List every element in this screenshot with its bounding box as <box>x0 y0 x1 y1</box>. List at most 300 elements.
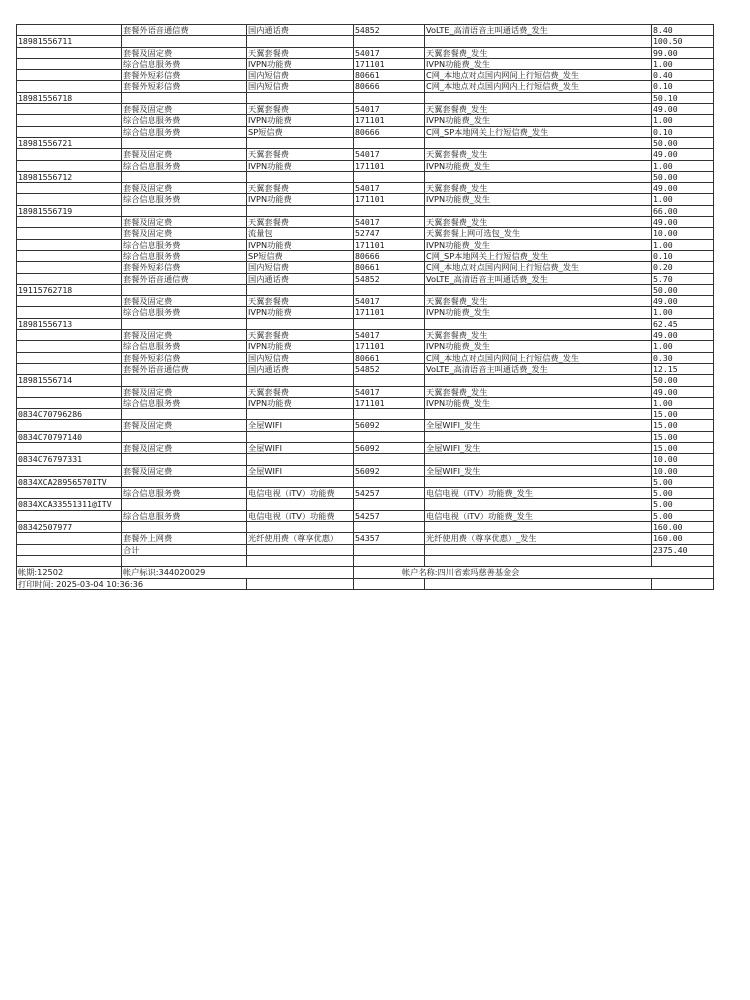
code-cell: 54852 <box>354 273 425 284</box>
code-cell <box>354 431 425 442</box>
amount-cell: 1.00 <box>652 239 714 250</box>
account-cell <box>17 488 122 499</box>
account-header-row <box>17 36 714 47</box>
item-cell: 综合信息服务费 <box>122 160 247 171</box>
subitem-cell: 天翼套餐费 <box>247 330 354 341</box>
code-cell: 80666 <box>354 250 425 261</box>
amount-cell: 50.00 <box>652 375 714 386</box>
account-header-row <box>17 318 714 329</box>
amount-cell: 1.00 <box>652 115 714 126</box>
account-cell <box>17 330 122 341</box>
code-cell: 54852 <box>354 363 425 374</box>
code-cell: 80661 <box>354 352 425 363</box>
item-cell: 综合信息服务费 <box>122 341 247 352</box>
account-header-row <box>17 499 714 510</box>
footer-empty-cell <box>247 578 354 589</box>
item-cell: 套餐及固定费 <box>122 442 247 453</box>
subitem-cell <box>247 171 354 182</box>
account-cell <box>17 217 122 228</box>
amount-cell: 50.00 <box>652 137 714 148</box>
amount-cell: 49.00 <box>652 386 714 397</box>
amount-cell: 100.50 <box>652 36 714 47</box>
item-cell: 套餐外语音通信费 <box>122 273 247 284</box>
subitem-cell: 国内短信费 <box>247 81 354 92</box>
description-cell: C网_本地点对点国内网间上行短信费_发生 <box>425 70 652 81</box>
amount-cell: 15.00 <box>652 442 714 453</box>
description-cell: 全屋WIFI_发生 <box>425 442 652 453</box>
item-cell: 套餐外短彩信费 <box>122 352 247 363</box>
account-cell: 0834XCA28956570ITV <box>17 476 122 487</box>
code-cell: 52747 <box>354 228 425 239</box>
amount-cell: 49.00 <box>652 330 714 341</box>
description-cell: 天翼套餐费_发生 <box>425 104 652 115</box>
description-cell <box>425 284 652 295</box>
amount-cell: 0.10 <box>652 81 714 92</box>
description-cell: 天翼套餐费_发生 <box>425 296 652 307</box>
subitem-cell: 电信电视（iTV）功能费 <box>247 510 354 521</box>
account-cell: 18981556711 <box>17 36 122 47</box>
code-cell: 54017 <box>354 217 425 228</box>
code-cell: 56092 <box>354 465 425 476</box>
code-cell <box>354 284 425 295</box>
description-cell: IVPN功能费_发生 <box>425 194 652 205</box>
table-row <box>17 58 714 69</box>
description-cell <box>425 375 652 386</box>
subitem-cell <box>247 499 354 510</box>
subitem-cell <box>247 137 354 148</box>
amount-cell: 160.00 <box>652 533 714 544</box>
account-cell <box>17 352 122 363</box>
table-row <box>17 533 714 544</box>
account-cell: 0834XCA33551311@ITV <box>17 499 122 510</box>
subitem-cell: 天翼套餐费 <box>247 149 354 160</box>
footer-empty-cell <box>354 578 425 589</box>
item-cell: 套餐及固定费 <box>122 228 247 239</box>
account-cell <box>17 183 122 194</box>
item-cell: 套餐及固定费 <box>122 420 247 431</box>
description-cell: 天翼套餐费_发生 <box>425 149 652 160</box>
item-cell: 综合信息服务费 <box>122 510 247 521</box>
table-row <box>17 262 714 273</box>
billing-period: 帐期:12502 <box>17 567 122 578</box>
account-cell: 08342507977 <box>17 522 122 533</box>
account-cell <box>17 420 122 431</box>
description-cell <box>425 137 652 148</box>
amount-cell: 0.30 <box>652 352 714 363</box>
account-cell <box>17 250 122 261</box>
subitem-cell: 流量包 <box>247 228 354 239</box>
item-cell: 合计 <box>122 544 247 555</box>
description-cell: C网_本地点对点国内网间上行短信费_发生 <box>425 352 652 363</box>
amount-cell <box>652 555 714 566</box>
item-cell: 套餐外上网费 <box>122 533 247 544</box>
table-row <box>17 126 714 137</box>
amount-cell: 1.00 <box>652 58 714 69</box>
subitem-cell: IVPN功能费 <box>247 115 354 126</box>
amount-cell: 1.00 <box>652 194 714 205</box>
code-cell: 171101 <box>354 239 425 250</box>
code-cell <box>354 476 425 487</box>
subitem-cell <box>247 409 354 420</box>
item-cell: 综合信息服务费 <box>122 58 247 69</box>
bill-sheet <box>16 24 714 590</box>
item-cell: 套餐及固定费 <box>122 149 247 160</box>
bill-table <box>16 24 714 590</box>
code-cell <box>354 522 425 533</box>
code-cell: 171101 <box>354 194 425 205</box>
item-cell: 综合信息服务费 <box>122 488 247 499</box>
description-cell <box>425 92 652 103</box>
code-cell: 171101 <box>354 115 425 126</box>
account-cell <box>17 194 122 205</box>
code-cell <box>354 454 425 465</box>
account-cell <box>17 510 122 521</box>
account-cell <box>17 160 122 171</box>
description-cell: VoLTE_高清语音主叫通话费_发生 <box>425 363 652 374</box>
item-cell <box>122 431 247 442</box>
code-cell: 54852 <box>354 25 425 36</box>
description-cell: VoLTE_高清语音主叫通话费_发生 <box>425 25 652 36</box>
account-cell <box>17 115 122 126</box>
subitem-cell: SP短信费 <box>247 126 354 137</box>
item-cell <box>122 476 247 487</box>
subitem-cell <box>247 92 354 103</box>
account-cell <box>17 442 122 453</box>
account-cell <box>17 544 122 555</box>
code-cell <box>354 544 425 555</box>
item-cell: 套餐及固定费 <box>122 296 247 307</box>
account-header-row <box>17 171 714 182</box>
subitem-cell: 国内通话费 <box>247 273 354 284</box>
description-cell: IVPN功能费_发生 <box>425 160 652 171</box>
item-cell: 套餐外短彩信费 <box>122 70 247 81</box>
print-time: 打印时间: 2025-03-04 10:36:36 <box>17 578 247 589</box>
subitem-cell: IVPN功能费 <box>247 239 354 250</box>
subitem-cell: 天翼套餐费 <box>247 217 354 228</box>
description-cell: IVPN功能费_发生 <box>425 239 652 250</box>
amount-cell: 49.00 <box>652 217 714 228</box>
account-cell <box>17 70 122 81</box>
subitem-cell: 国内短信费 <box>247 262 354 273</box>
subitem-cell <box>247 522 354 533</box>
account-header-row <box>17 431 714 442</box>
item-cell <box>122 137 247 148</box>
description-cell <box>425 318 652 329</box>
bill-rows <box>17 25 714 567</box>
item-cell <box>122 499 247 510</box>
code-cell <box>354 205 425 216</box>
code-cell <box>354 499 425 510</box>
code-cell: 80661 <box>354 70 425 81</box>
subitem-cell: IVPN功能费 <box>247 307 354 318</box>
subitem-cell: IVPN功能费 <box>247 160 354 171</box>
description-cell <box>425 499 652 510</box>
amount-cell: 15.00 <box>652 409 714 420</box>
code-cell: 171101 <box>354 397 425 408</box>
item-cell: 综合信息服务费 <box>122 126 247 137</box>
amount-cell: 49.00 <box>652 104 714 115</box>
code-cell: 54017 <box>354 47 425 58</box>
table-row <box>17 104 714 115</box>
subitem-cell <box>247 318 354 329</box>
description-cell: 天翼套餐上网可选包_发生 <box>425 228 652 239</box>
account-cell <box>17 262 122 273</box>
subitem-cell <box>247 284 354 295</box>
amount-cell: 49.00 <box>652 183 714 194</box>
item-cell <box>122 171 247 182</box>
account-header-row <box>17 375 714 386</box>
item-cell <box>122 454 247 465</box>
account-header-row <box>17 284 714 295</box>
code-cell: 54017 <box>354 104 425 115</box>
amount-cell: 5.00 <box>652 476 714 487</box>
amount-cell: 12.15 <box>652 363 714 374</box>
code-cell: 54017 <box>354 296 425 307</box>
description-cell <box>425 544 652 555</box>
account-cell: 19115762718 <box>17 284 122 295</box>
subitem-cell: 国内通话费 <box>247 25 354 36</box>
item-cell: 套餐及固定费 <box>122 465 247 476</box>
code-cell <box>354 171 425 182</box>
account-cell <box>17 307 122 318</box>
code-cell: 54017 <box>354 386 425 397</box>
code-cell <box>354 92 425 103</box>
description-cell: 天翼套餐费_发生 <box>425 330 652 341</box>
item-cell: 综合信息服务费 <box>122 239 247 250</box>
table-row <box>17 47 714 58</box>
amount-cell: 0.20 <box>652 262 714 273</box>
account-header-row <box>17 137 714 148</box>
amount-cell: 49.00 <box>652 296 714 307</box>
account-id: 帐户标识:344020029 <box>122 567 354 578</box>
table-row <box>17 330 714 341</box>
code-cell <box>354 555 425 566</box>
amount-cell: 50.10 <box>652 92 714 103</box>
account-cell <box>17 126 122 137</box>
subitem-cell: IVPN功能费 <box>247 341 354 352</box>
code-cell: 171101 <box>354 307 425 318</box>
account-name: 帐户名称:四川省索玛慈善基金会 <box>354 567 714 578</box>
code-cell: 54257 <box>354 510 425 521</box>
amount-cell: 10.00 <box>652 454 714 465</box>
code-cell: 54357 <box>354 533 425 544</box>
amount-cell: 5.00 <box>652 499 714 510</box>
item-cell: 套餐及固定费 <box>122 386 247 397</box>
table-row <box>17 555 714 566</box>
amount-cell: 0.10 <box>652 250 714 261</box>
code-cell <box>354 318 425 329</box>
amount-cell: 49.00 <box>652 149 714 160</box>
subitem-cell: IVPN功能费 <box>247 58 354 69</box>
account-cell <box>17 239 122 250</box>
account-cell: 0834C76797331 <box>17 454 122 465</box>
subitem-cell: 光纤使用费（尊享优惠） <box>247 533 354 544</box>
description-cell: 天翼套餐费_发生 <box>425 386 652 397</box>
description-cell: 天翼套餐费_发生 <box>425 183 652 194</box>
item-cell: 套餐外语音通信费 <box>122 363 247 374</box>
subitem-cell <box>247 205 354 216</box>
table-row <box>17 420 714 431</box>
table-row <box>17 296 714 307</box>
subitem-cell: IVPN功能费 <box>247 194 354 205</box>
account-header-row <box>17 409 714 420</box>
account-cell <box>17 104 122 115</box>
code-cell <box>354 137 425 148</box>
subitem-cell: 天翼套餐费 <box>247 296 354 307</box>
item-cell <box>122 522 247 533</box>
item-cell: 套餐及固定费 <box>122 217 247 228</box>
table-row <box>17 363 714 374</box>
code-cell: 54017 <box>354 149 425 160</box>
table-row <box>17 386 714 397</box>
amount-cell: 1.00 <box>652 307 714 318</box>
amount-cell: 10.00 <box>652 228 714 239</box>
description-cell <box>425 522 652 533</box>
description-cell: 天翼套餐费_发生 <box>425 217 652 228</box>
amount-cell: 15.00 <box>652 420 714 431</box>
subitem-cell <box>247 431 354 442</box>
amount-cell: 2375.40 <box>652 544 714 555</box>
subitem-cell <box>247 375 354 386</box>
description-cell: IVPN功能费_发生 <box>425 341 652 352</box>
table-row <box>17 510 714 521</box>
amount-cell: 5.00 <box>652 510 714 521</box>
account-cell: 18981556714 <box>17 375 122 386</box>
amount-cell: 5.70 <box>652 273 714 284</box>
description-cell: C网_SP本地网关上行短信费_发生 <box>425 126 652 137</box>
description-cell <box>425 431 652 442</box>
code-cell: 54257 <box>354 488 425 499</box>
amount-cell: 5.00 <box>652 488 714 499</box>
subitem-cell: 天翼套餐费 <box>247 47 354 58</box>
subitem-cell <box>247 36 354 47</box>
account-header-row <box>17 476 714 487</box>
item-cell: 综合信息服务费 <box>122 194 247 205</box>
account-cell <box>17 228 122 239</box>
table-row <box>17 81 714 92</box>
amount-cell: 10.00 <box>652 465 714 476</box>
item-cell <box>122 318 247 329</box>
table-row <box>17 250 714 261</box>
subitem-cell: 全屋WIFI <box>247 465 354 476</box>
account-cell <box>17 296 122 307</box>
table-row <box>17 70 714 81</box>
subitem-cell: 天翼套餐费 <box>247 183 354 194</box>
item-cell <box>122 284 247 295</box>
amount-cell: 50.00 <box>652 171 714 182</box>
account-cell <box>17 397 122 408</box>
code-cell <box>354 36 425 47</box>
table-row <box>17 465 714 476</box>
code-cell: 80666 <box>354 126 425 137</box>
table-row <box>17 194 714 205</box>
subitem-cell <box>247 555 354 566</box>
amount-cell: 15.00 <box>652 431 714 442</box>
code-cell: 56092 <box>354 442 425 453</box>
description-cell <box>425 454 652 465</box>
account-cell: 0834C70797140 <box>17 431 122 442</box>
account-cell <box>17 363 122 374</box>
amount-cell: 0.40 <box>652 70 714 81</box>
account-header-row <box>17 522 714 533</box>
account-header-row <box>17 205 714 216</box>
table-row <box>17 352 714 363</box>
amount-cell: 0.10 <box>652 126 714 137</box>
description-cell: C网_本地点对点国内网内上行短信费_发生 <box>425 81 652 92</box>
subitem-cell <box>247 454 354 465</box>
amount-cell: 62.45 <box>652 318 714 329</box>
footer-row-print <box>17 578 714 589</box>
description-cell: IVPN功能费_发生 <box>425 397 652 408</box>
account-cell: 18981556713 <box>17 318 122 329</box>
footer-empty-cell <box>425 578 652 589</box>
description-cell: IVPN功能费_发生 <box>425 307 652 318</box>
account-header-row <box>17 454 714 465</box>
amount-cell: 1.00 <box>652 341 714 352</box>
account-cell <box>17 81 122 92</box>
item-cell <box>122 409 247 420</box>
account-cell <box>17 149 122 160</box>
account-cell: 18981556721 <box>17 137 122 148</box>
bill-footer <box>17 567 714 590</box>
table-row <box>17 442 714 453</box>
code-cell: 80666 <box>354 81 425 92</box>
subitem-cell: 全屋WIFI <box>247 420 354 431</box>
subitem-cell: 天翼套餐费 <box>247 386 354 397</box>
amount-cell: 66.00 <box>652 205 714 216</box>
amount-cell: 160.00 <box>652 522 714 533</box>
description-cell: VoLTE_高清语音主叫通话费_发生 <box>425 273 652 284</box>
account-cell <box>17 341 122 352</box>
item-cell <box>122 92 247 103</box>
table-row <box>17 488 714 499</box>
account-cell <box>17 555 122 566</box>
subitem-cell: 国内短信费 <box>247 352 354 363</box>
table-row <box>17 25 714 36</box>
item-cell: 综合信息服务费 <box>122 397 247 408</box>
description-cell: IVPN功能费_发生 <box>425 115 652 126</box>
account-cell: 18981556718 <box>17 92 122 103</box>
table-row <box>17 239 714 250</box>
item-cell: 套餐及固定费 <box>122 183 247 194</box>
description-cell: C网_本地点对点国内网间上行短信费_发生 <box>425 262 652 273</box>
account-cell: 18981556712 <box>17 171 122 182</box>
subitem-cell: SP短信费 <box>247 250 354 261</box>
table-row <box>17 397 714 408</box>
subitem-cell: 全屋WIFI <box>247 442 354 453</box>
code-cell <box>354 409 425 420</box>
subitem-cell: 国内短信费 <box>247 70 354 81</box>
code-cell: 80661 <box>354 262 425 273</box>
account-header-row <box>17 92 714 103</box>
description-cell: 电信电视（iTV）功能费_发生 <box>425 510 652 521</box>
table-row <box>17 183 714 194</box>
amount-cell: 8.40 <box>652 25 714 36</box>
account-cell <box>17 533 122 544</box>
subitem-cell: 天翼套餐费 <box>247 104 354 115</box>
item-cell: 套餐及固定费 <box>122 104 247 115</box>
table-row <box>17 149 714 160</box>
item-cell: 综合信息服务费 <box>122 307 247 318</box>
account-cell <box>17 58 122 69</box>
description-cell <box>425 409 652 420</box>
description-cell: 全屋WIFI_发生 <box>425 420 652 431</box>
description-cell <box>425 205 652 216</box>
description-cell <box>425 171 652 182</box>
code-cell: 171101 <box>354 341 425 352</box>
table-row <box>17 217 714 228</box>
table-row <box>17 160 714 171</box>
